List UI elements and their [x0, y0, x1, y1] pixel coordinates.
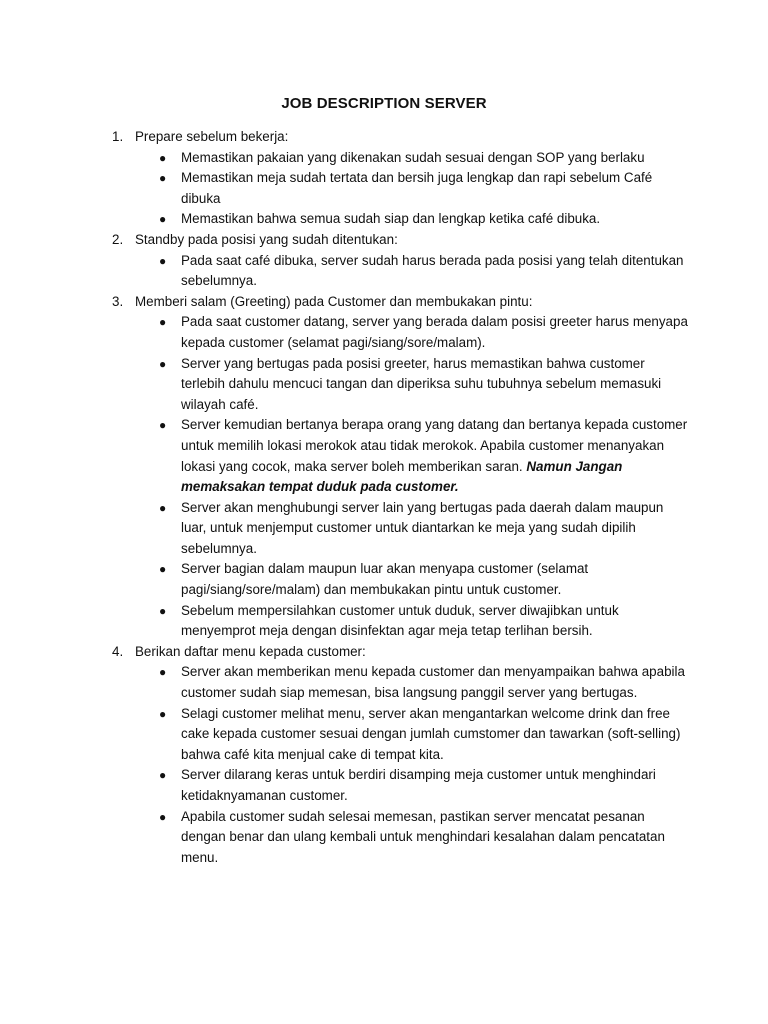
- bullet-item: [159, 251, 692, 292]
- section-number: 3.: [112, 293, 124, 309]
- bullet-dot-icon: ●: [159, 150, 167, 165]
- document-title: JOB DESCRIPTION SERVER: [281, 95, 487, 112]
- section-number: 4.: [112, 643, 124, 659]
- bullet-text: Server akan memberikan menu kepada customer dan menyampaikan bahwa apabila customer sudah siap memesan, bisa langsung panggil server yang bertugas.: [181, 664, 685, 701]
- section-item: [112, 292, 692, 642]
- bullet-item: [159, 209, 692, 230]
- section-number: 2.: [112, 231, 124, 247]
- bullet-item: [159, 415, 692, 497]
- bullet-item: [159, 765, 692, 806]
- bullet-text: Memastikan meja sudah tertata dan bersih juga lengkap dan rapi sebelum Café dibuka: [181, 170, 653, 206]
- bullet-list: [135, 251, 692, 292]
- bullet-item: [159, 601, 692, 642]
- section-heading: Memberi salam (Greeting) pada Customer dan membukakan pintu:: [135, 293, 533, 309]
- emphasis-text: Namun Jangan memaksakan tempat duduk pada customer.: [181, 458, 623, 495]
- bullet-dot-icon: ●: [159, 315, 167, 330]
- bullet-dot-icon: ●: [159, 253, 167, 268]
- document-body: [112, 127, 692, 868]
- bullet-item: [159, 559, 692, 600]
- section-item: [112, 230, 692, 292]
- bullet-dot-icon: ●: [159, 500, 167, 515]
- bullet-text: Server dilarang keras untuk berdiri disamping meja customer untuk menghindari ketidaknyamanan customer.: [181, 767, 656, 803]
- section-heading: Standby pada posisi yang sudah ditentukan:: [135, 231, 398, 247]
- bullet-text: Memastikan bahwa semua sudah siap dan lengkap ketika café dibuka.: [181, 211, 601, 227]
- bullet-text: Pada saat customer datang, server yang berada dalam posisi greeter harus menyapa kepada customer (selamat pagi/siang/sore/malam).: [181, 314, 688, 350]
- section-heading: Berikan daftar menu kepada customer:: [135, 643, 366, 659]
- section-item: [112, 127, 692, 230]
- bullet-dot-icon: ●: [159, 768, 167, 783]
- bullet-text: Server kemudian bertanya berapa orang yang datang dan bertanya kepada customer untuk memilih lokasi merokok atau tidak merokok. Apabila customer menanyakan lokasi yang cocok, maka server boleh memberikan saran.: [181, 417, 688, 474]
- bullet-item: [159, 354, 692, 416]
- bullet-item: [159, 168, 692, 209]
- bullet-text: Memastikan pakaian yang dikenakan sudah sesuai dengan SOP yang berlaku: [181, 149, 645, 165]
- bullet-item: [159, 498, 692, 560]
- bullet-dot-icon: ●: [159, 212, 167, 227]
- bullet-text: Server akan menghubungi server lain yang bertugas pada daerah dalam maupun luar, untuk menjemput customer untuk diantarkan ke meja yang sudah dipilih sebelumnya.: [181, 499, 664, 556]
- section-number: 1.: [112, 129, 124, 144]
- bullet-text: Server yang bertugas pada posisi greeter, harus memastikan bahwa customer terlebih dahulu mencuci tangan dan diperiksa suhu tubuhnya sebelum memasuki wilayah café.: [181, 355, 662, 412]
- bullet-item: [159, 312, 692, 353]
- bullet-item: [159, 704, 692, 766]
- bullet-text: Selagi customer melihat menu, server akan mengantarkan welcome drink dan free cake kepada customer sesuai dengan jumlah cumstomer dan tawarkan (soft-selling) bahwa café kita menjual cake di tempat kita.: [181, 705, 681, 762]
- section-list: [112, 127, 692, 868]
- bullet-item: [159, 662, 692, 703]
- bullet-dot-icon: ●: [159, 809, 167, 824]
- bullet-dot-icon: ●: [159, 171, 167, 186]
- bullet-dot-icon: ●: [159, 562, 167, 577]
- bullet-text: Server bagian dalam maupun luar akan menyapa customer (selamat pagi/siang/sore/malam) dan membukakan pintu untuk customer.: [181, 561, 589, 598]
- bullet-list: [135, 312, 692, 642]
- bullet-text: Sebelum mempersilahkan customer untuk duduk, server diwajibkan untuk menyemprot meja dengan disinfektan agar meja tetap terlihan bersih.: [181, 602, 619, 639]
- bullet-dot-icon: ●: [159, 706, 167, 721]
- bullet-dot-icon: ●: [159, 665, 167, 680]
- section-item: [112, 642, 692, 869]
- bullet-item: [159, 807, 692, 869]
- bullet-dot-icon: ●: [159, 418, 167, 433]
- bullet-list: [135, 148, 692, 230]
- bullet-dot-icon: ●: [159, 356, 167, 371]
- bullet-item: [159, 148, 692, 169]
- bullet-dot-icon: ●: [159, 603, 167, 618]
- bullet-text: Pada saat café dibuka, server sudah harus berada pada posisi yang telah ditentukan sebelumnya.: [181, 252, 684, 289]
- bullet-text: Apabila customer sudah selesai memesan, pastikan server mencatat pesanan dengan benar dan ulang kembali untuk menghindari kesalahan dalam pencatatan menu.: [181, 808, 665, 865]
- bullet-list: [135, 662, 692, 868]
- section-heading: Prepare sebelum bekerja:: [135, 129, 289, 144]
